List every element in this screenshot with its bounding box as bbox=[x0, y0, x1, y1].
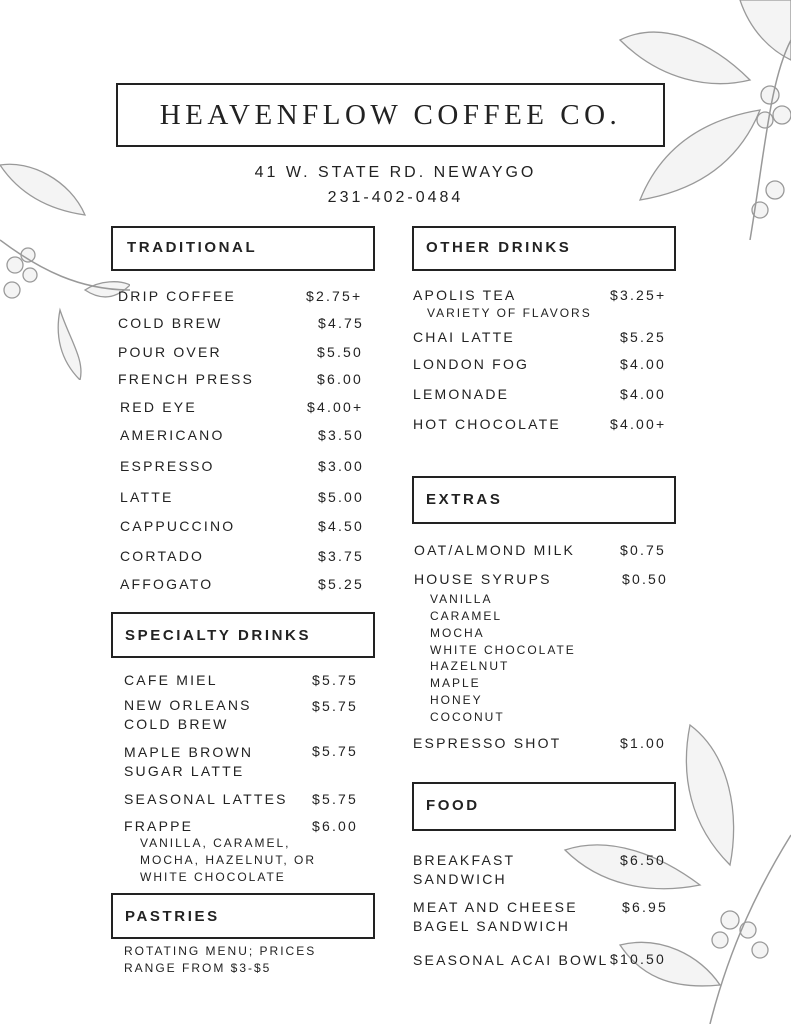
page-title: HEAVENFLOW COFFEE CO. bbox=[116, 83, 665, 147]
item-price: $5.50 bbox=[317, 344, 364, 360]
item-name: COLD BREW bbox=[124, 716, 229, 732]
item-description: WHITE CHOCOLATE bbox=[140, 870, 286, 884]
item-price: $0.50 bbox=[622, 571, 669, 587]
item-name: CHAI LATTE bbox=[413, 329, 515, 345]
item-name: BREAKFAST bbox=[413, 852, 516, 868]
item-price: $5.25 bbox=[318, 576, 365, 592]
item-description: VANILLA, CARAMEL, bbox=[140, 836, 291, 850]
item-name: BAGEL SANDWICH bbox=[413, 918, 571, 934]
section-title: SPECIALTY DRINKS bbox=[125, 627, 312, 644]
section-title: FOOD bbox=[426, 797, 480, 814]
item-price: $5.75 bbox=[312, 743, 359, 759]
section-title: EXTRAS bbox=[426, 491, 503, 508]
item-name: HOUSE SYRUPS bbox=[414, 571, 552, 587]
item-name: OAT/ALMOND MILK bbox=[414, 542, 576, 558]
syrup-flavor: CARAMEL bbox=[430, 609, 503, 623]
address: 41 W. STATE RD. NEWAYGO bbox=[254, 164, 537, 181]
syrup-flavor: HONEY bbox=[430, 693, 483, 707]
item-name: CORTADO bbox=[120, 548, 205, 564]
item-name: RED EYE bbox=[120, 399, 197, 415]
item-price: $5.25 bbox=[620, 329, 667, 345]
item-name: APOLIS TEA bbox=[413, 287, 517, 303]
syrup-flavor: COCONUT bbox=[430, 710, 505, 724]
item-price: $5.00 bbox=[318, 489, 365, 505]
item-name: SUGAR LATTE bbox=[124, 763, 245, 779]
item-price: $3.75 bbox=[318, 548, 365, 564]
item-name: LATTE bbox=[120, 489, 174, 505]
syrup-flavor: MAPLE bbox=[430, 676, 481, 690]
item-price: $5.75 bbox=[312, 672, 359, 688]
item-name: NEW ORLEANS bbox=[124, 697, 252, 713]
item-price: $4.50 bbox=[318, 518, 365, 534]
item-name: LONDON FOG bbox=[413, 356, 530, 372]
item-name: CAFE MIEL bbox=[124, 672, 218, 688]
phone: 231-402-0484 bbox=[327, 189, 464, 206]
item-price: $0.75 bbox=[620, 542, 667, 558]
item-name: HOT CHOCOLATE bbox=[413, 416, 561, 432]
syrup-flavor: WHITE CHOCOLATE bbox=[430, 643, 576, 657]
item-price: $6.00 bbox=[312, 818, 359, 834]
item-price: $2.75+ bbox=[306, 288, 363, 304]
item-name: ESPRESSO bbox=[120, 458, 215, 474]
item-name: AFFOGATO bbox=[120, 576, 214, 592]
item-name: DRIP COFFEE bbox=[118, 288, 237, 304]
item-price: $3.50 bbox=[318, 427, 365, 443]
item-price: $3.00 bbox=[318, 458, 365, 474]
item-name: POUR OVER bbox=[118, 344, 222, 360]
pastries-description: ROTATING MENU; PRICES bbox=[124, 944, 317, 958]
item-price: $4.00 bbox=[620, 356, 667, 372]
item-description: VARIETY OF FLAVORS bbox=[427, 306, 592, 320]
syrup-flavor: VANILLA bbox=[430, 592, 493, 606]
pastries-description: RANGE FROM $3-$5 bbox=[124, 961, 272, 975]
item-description: MOCHA, HAZELNUT, OR bbox=[140, 853, 317, 867]
item-name: SEASONAL LATTES bbox=[124, 791, 288, 807]
item-name: ESPRESSO SHOT bbox=[413, 735, 562, 751]
item-name: SANDWICH bbox=[413, 871, 507, 887]
section-title: OTHER DRINKS bbox=[426, 239, 572, 256]
item-price: $6.95 bbox=[622, 899, 669, 915]
syrup-flavor: HAZELNUT bbox=[430, 659, 510, 673]
item-name: LEMONADE bbox=[413, 386, 510, 402]
item-name: SEASONAL ACAI BOWL bbox=[413, 952, 609, 968]
item-name: COLD BREW bbox=[118, 315, 223, 331]
item-price: $10.50 bbox=[610, 951, 667, 967]
section-title: PASTRIES bbox=[125, 908, 220, 925]
coffee-branch-illustration-bottom-right bbox=[560, 715, 791, 1024]
item-name: AMERICANO bbox=[120, 427, 225, 443]
item-price: $6.00 bbox=[317, 371, 364, 387]
item-price: $1.00 bbox=[620, 735, 667, 751]
item-price: $5.75 bbox=[312, 698, 359, 714]
item-name: FRAPPE bbox=[124, 818, 194, 834]
item-name: FRENCH PRESS bbox=[118, 371, 255, 387]
item-price: $3.25+ bbox=[610, 287, 667, 303]
item-price: $4.75 bbox=[318, 315, 365, 331]
item-price: $4.00 bbox=[620, 386, 667, 402]
item-price: $6.50 bbox=[620, 852, 667, 868]
item-price: $4.00+ bbox=[610, 416, 667, 432]
section-title: TRADITIONAL bbox=[127, 239, 258, 256]
item-name: MEAT AND CHEESE bbox=[413, 899, 578, 915]
item-name: MAPLE BROWN bbox=[124, 744, 254, 760]
syrup-flavor: MOCHA bbox=[430, 626, 485, 640]
item-name: CAPPUCCINO bbox=[120, 518, 236, 534]
item-price: $5.75 bbox=[312, 791, 359, 807]
item-price: $4.00+ bbox=[307, 399, 364, 415]
